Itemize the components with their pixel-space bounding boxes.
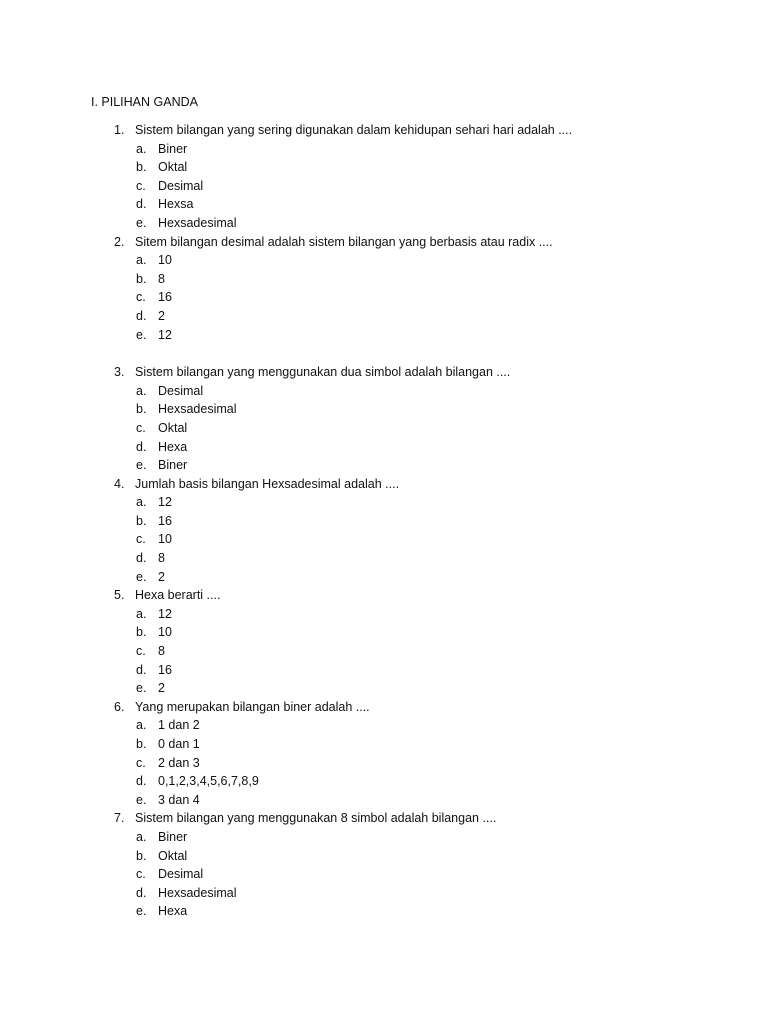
option-text: Desimal — [158, 383, 204, 398]
option-a — [0, 605, 768, 624]
question-row — [0, 809, 768, 828]
option-d — [0, 549, 768, 568]
option-b — [0, 623, 768, 642]
option-letter: c. — [136, 532, 146, 547]
question-text: Hexa berarti .... — [135, 588, 221, 603]
option-letter: b. — [136, 625, 147, 640]
question-number: 6. — [114, 699, 125, 714]
option-letter: d. — [136, 551, 147, 566]
option-letter: a. — [136, 495, 147, 510]
question-row — [0, 475, 768, 494]
option-letter: d. — [136, 197, 147, 212]
option-letter: b. — [136, 513, 147, 528]
option-e — [0, 568, 768, 587]
question-6 — [0, 698, 768, 810]
option-letter: e. — [136, 569, 147, 584]
option-letter: c. — [136, 867, 146, 882]
option-letter: e. — [136, 327, 147, 342]
question-row — [0, 233, 768, 252]
option-text: Biner — [158, 829, 188, 844]
option-c — [0, 642, 768, 661]
option-e — [0, 214, 768, 233]
question-row — [0, 586, 768, 605]
question-list — [0, 121, 768, 921]
option-letter: c. — [136, 178, 146, 193]
question-row — [0, 121, 768, 140]
option-letter: a. — [136, 141, 147, 156]
question-4 — [0, 475, 768, 587]
question-text: Yang merupakan bilangan biner adalah .... — [135, 699, 370, 714]
blank-line — [0, 344, 768, 363]
option-text: Desimal — [158, 867, 204, 882]
option-text: 0 dan 1 — [158, 737, 200, 751]
option-letter: a. — [136, 606, 147, 621]
option-letter: a. — [136, 718, 147, 733]
option-text: Biner — [158, 458, 188, 473]
option-b — [0, 847, 768, 866]
option-text: 0,1,2,3,4,5,6,7,8,9 — [158, 774, 259, 789]
option-e — [0, 902, 768, 921]
option-text: Hexsa — [158, 197, 194, 212]
option-letter: a. — [136, 383, 147, 398]
option-text: Oktal — [158, 420, 188, 435]
option-text: 16 — [158, 662, 172, 677]
option-letter: d. — [136, 662, 147, 677]
option-letter: a. — [136, 253, 147, 268]
option-letter: b. — [136, 848, 147, 863]
option-e — [0, 791, 768, 810]
option-text: 16 — [158, 513, 172, 528]
option-d — [0, 661, 768, 680]
question-number: 1. — [114, 123, 125, 137]
option-letter: e. — [136, 792, 147, 807]
option-text: 16 — [158, 290, 172, 305]
option-text: 10 — [158, 625, 172, 640]
option-text: 8 — [158, 644, 165, 659]
option-text: Hexsadesimal — [158, 402, 237, 417]
option-letter: a. — [136, 829, 147, 844]
section-title: I. PILIHAN GANDA — [91, 95, 198, 109]
question-number: 3. — [114, 365, 125, 380]
question-text: Sistem bilangan yang menggunakan dua simbol adalah bilangan .... — [135, 365, 511, 380]
option-text: 2 — [158, 681, 165, 696]
option-letter: e. — [136, 904, 147, 919]
option-b — [0, 158, 768, 177]
option-text: 10 — [158, 532, 172, 547]
question-text: Jumlah basis bilangan Hexsadesimal adalah .... — [135, 476, 400, 491]
option-a — [0, 828, 768, 847]
option-d — [0, 772, 768, 791]
option-c — [0, 419, 768, 438]
option-text: Biner — [158, 141, 188, 156]
option-b — [0, 270, 768, 289]
option-d — [0, 195, 768, 214]
option-text: Desimal — [158, 178, 204, 193]
option-text: 10 — [158, 253, 172, 268]
question-number: 4. — [114, 476, 125, 491]
option-letter: e. — [136, 215, 147, 230]
option-b — [0, 512, 768, 531]
question-row — [0, 698, 768, 717]
question-5 — [0, 586, 768, 698]
option-text: Hexa — [158, 439, 188, 454]
option-text: 8 — [158, 271, 165, 286]
question-1 — [0, 121, 768, 233]
option-b — [0, 735, 768, 754]
option-letter: c. — [136, 755, 146, 770]
question-row — [0, 363, 768, 382]
option-a — [0, 140, 768, 159]
option-c — [0, 177, 768, 196]
option-text: 3 dan 4 — [158, 792, 200, 807]
option-a — [0, 251, 768, 270]
option-text: 1 dan 2 — [158, 718, 200, 733]
option-letter: c. — [136, 420, 146, 435]
option-e — [0, 326, 768, 345]
option-letter: e. — [136, 458, 147, 473]
option-letter: b. — [136, 271, 147, 286]
question-text: Sistem bilangan yang menggunakan 8 simbol adalah bilangan .... — [135, 811, 497, 826]
option-text: 2 dan 3 — [158, 755, 200, 770]
question-number: 2. — [114, 234, 125, 249]
option-text: 12 — [158, 327, 172, 342]
option-text: Hexsadesimal — [158, 215, 237, 230]
option-e — [0, 456, 768, 475]
option-c — [0, 530, 768, 549]
option-e — [0, 679, 768, 698]
option-text: Oktal — [158, 160, 188, 175]
question-number: 5. — [114, 588, 125, 603]
option-letter: e. — [136, 681, 147, 696]
option-letter: c. — [136, 290, 146, 305]
option-b — [0, 400, 768, 419]
option-letter: b. — [136, 402, 147, 417]
option-a — [0, 382, 768, 401]
option-c — [0, 865, 768, 884]
option-text: 8 — [158, 551, 165, 566]
option-d — [0, 884, 768, 903]
question-text: Sistem bilangan yang sering digunakan dalam kehidupan sehari hari adalah .... — [135, 123, 573, 137]
option-text: 2 — [158, 308, 165, 323]
option-letter: d. — [136, 439, 147, 454]
option-text: Oktal — [158, 848, 188, 863]
option-letter: b. — [136, 160, 147, 175]
option-d — [0, 438, 768, 457]
option-a — [0, 716, 768, 735]
option-letter: b. — [136, 737, 147, 751]
option-letter: d. — [136, 885, 147, 900]
question-7 — [0, 809, 768, 921]
option-d — [0, 307, 768, 326]
option-c — [0, 288, 768, 307]
option-c — [0, 754, 768, 773]
question-number: 7. — [114, 811, 125, 826]
question-3 — [0, 363, 768, 475]
option-letter: d. — [136, 774, 147, 789]
option-text: Hexa — [158, 904, 188, 919]
option-text: 2 — [158, 569, 165, 584]
option-text: 12 — [158, 495, 172, 510]
option-letter: d. — [136, 308, 147, 323]
question-text: Sitem bilangan desimal adalah sistem bilangan yang berbasis atau radix .... — [135, 234, 553, 249]
option-text: 12 — [158, 606, 172, 621]
option-text: Hexsadesimal — [158, 885, 237, 900]
option-a — [0, 493, 768, 512]
option-letter: c. — [136, 644, 146, 659]
question-2 — [0, 233, 768, 345]
